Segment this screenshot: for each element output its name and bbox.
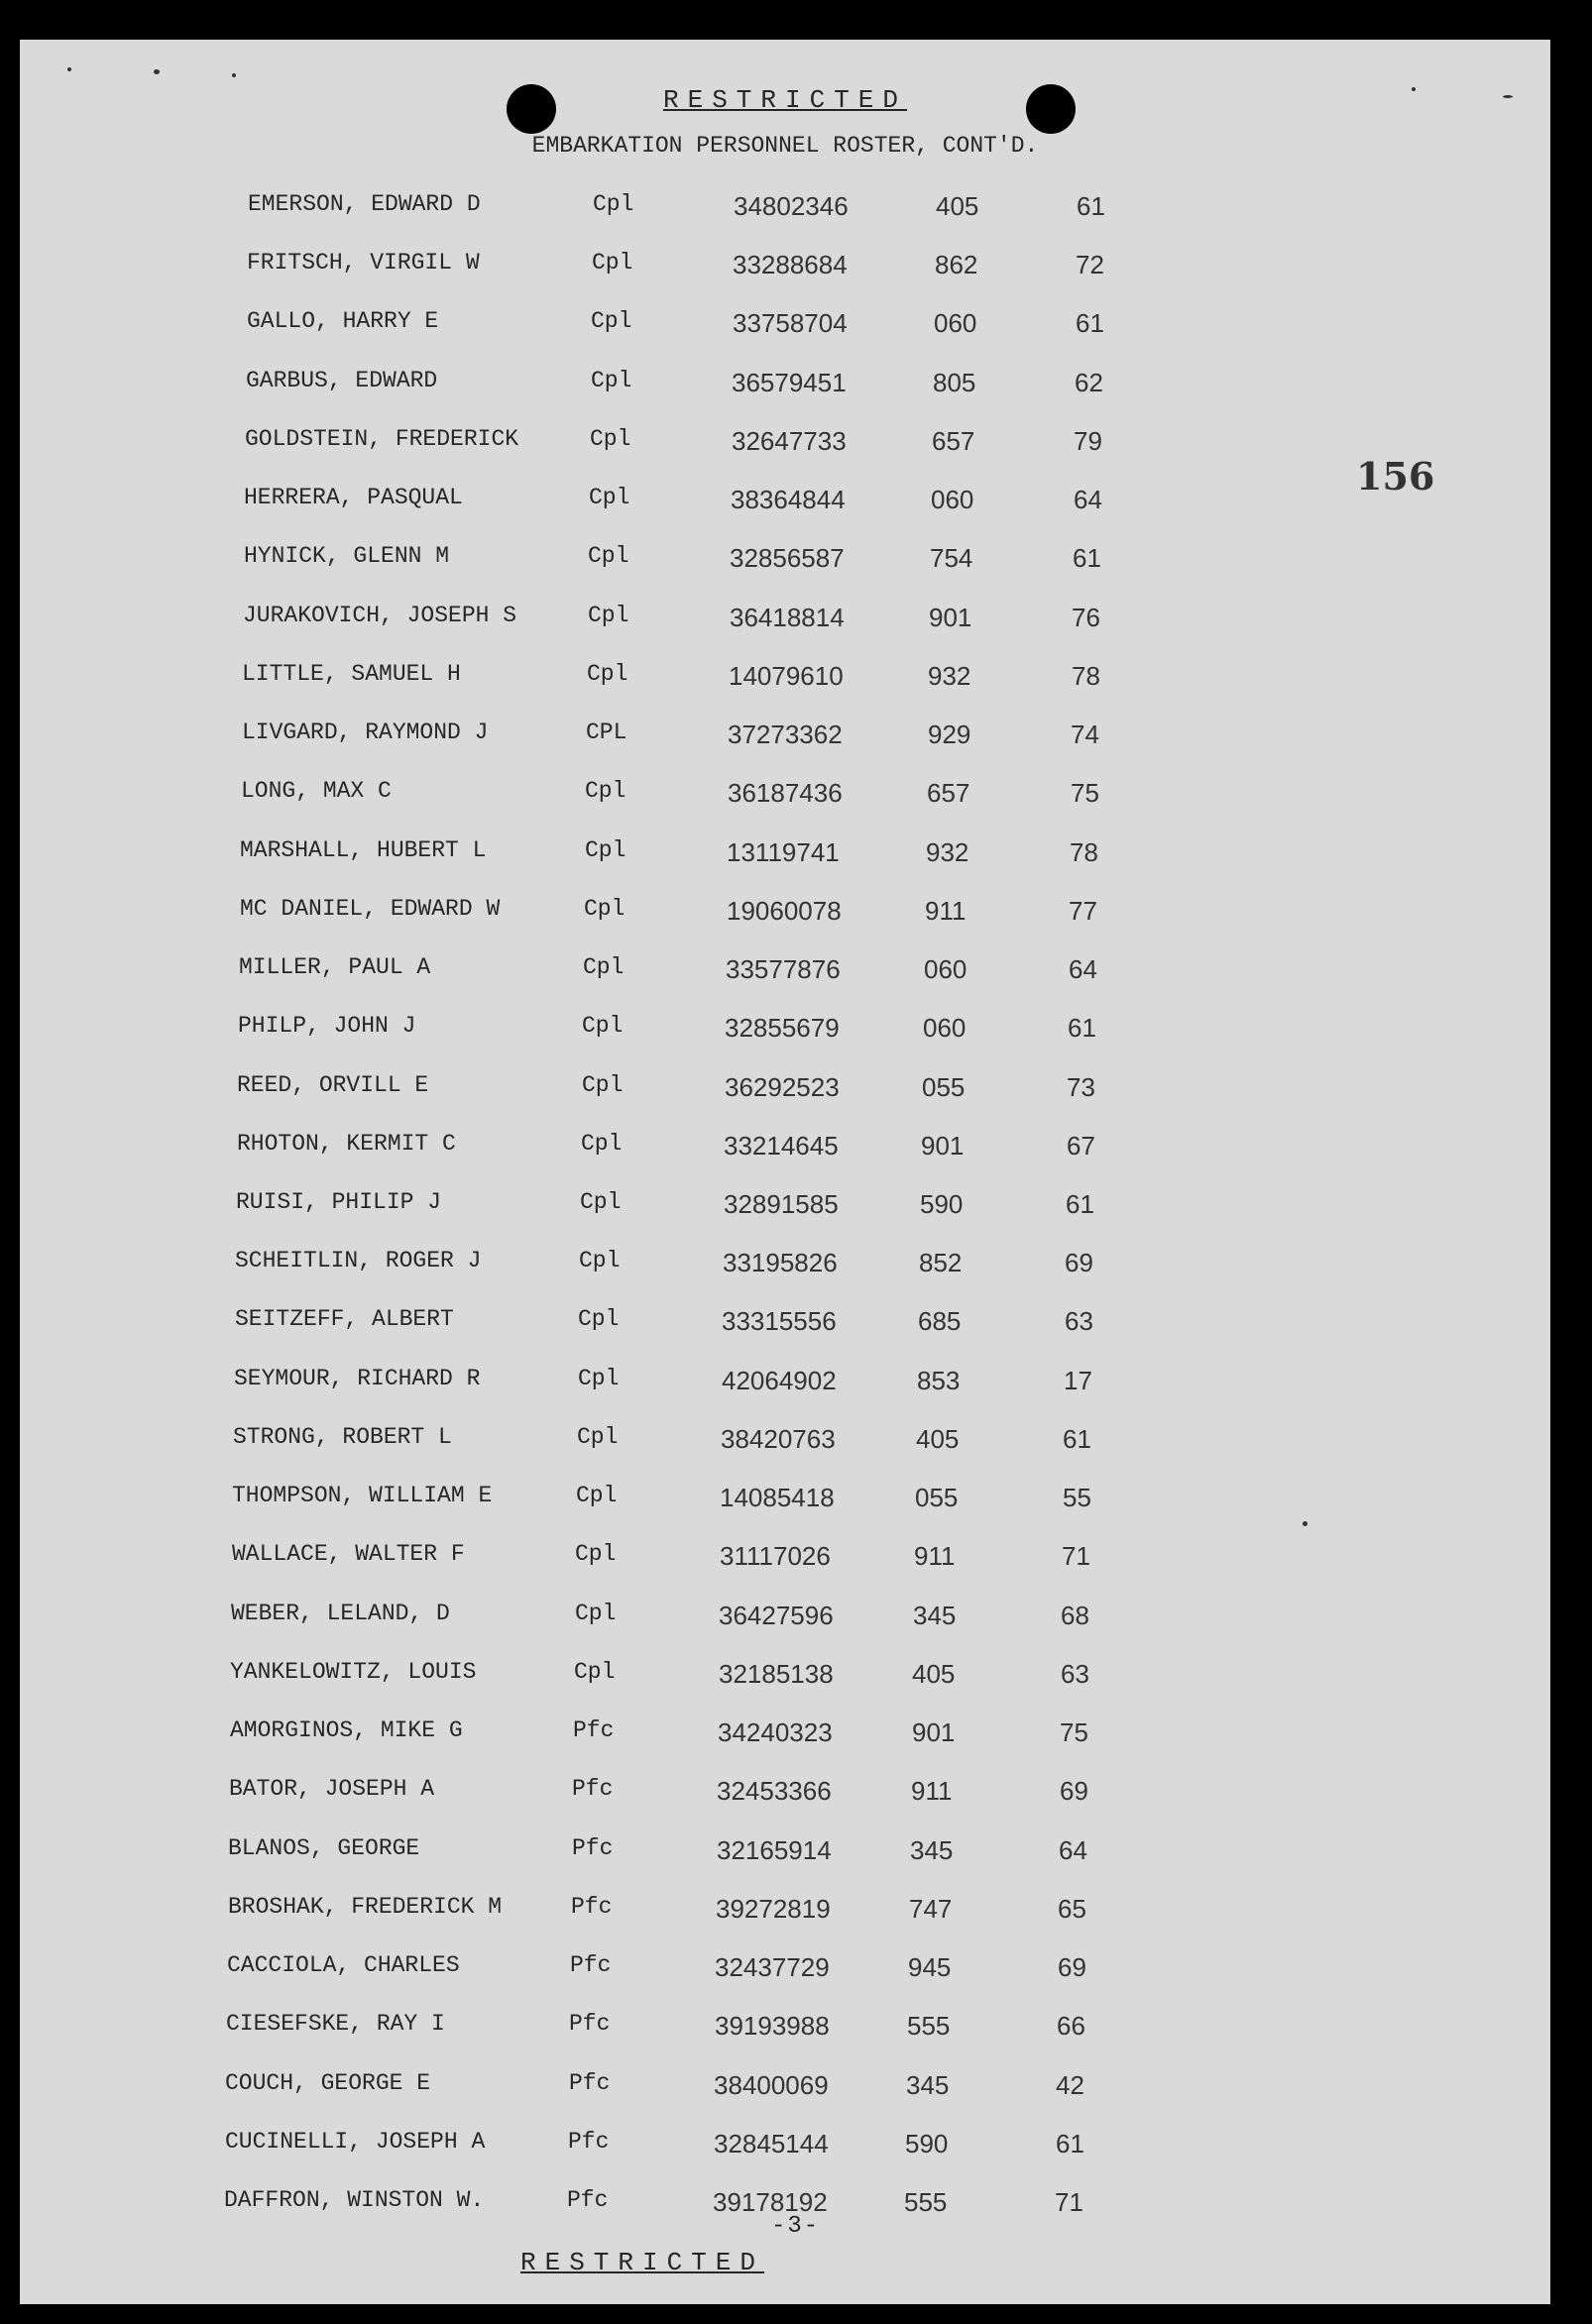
score-value: 72 [1076,250,1104,279]
serial-number: 42064902 [722,1366,837,1395]
roster-row [20,543,1550,583]
soldier-name: LONG, MAX C [241,778,392,804]
soldier-name: PHILP, JOHN J [238,1013,416,1039]
soldier-rank: Cpl [593,191,634,217]
score-value: 67 [1067,1131,1095,1161]
serial-number: 32855679 [725,1013,840,1043]
speck [154,69,160,74]
serial-number: 31117026 [720,1541,831,1571]
score-value: 78 [1072,661,1100,691]
score-value: 79 [1074,426,1102,456]
mos-code: 929 [928,719,971,749]
page-number: -3- [771,2213,821,2240]
serial-number: 39272819 [716,1894,831,1924]
serial-number: 34240323 [718,1717,833,1747]
score-value: 42 [1056,2070,1084,2100]
soldier-name: MC DANIEL, EDWARD W [240,896,501,922]
serial-number: 32437729 [715,1952,830,1982]
roster-row [20,1659,1550,1699]
soldier-rank: Pfc [569,2070,611,2096]
soldier-rank: Cpl [575,1601,617,1626]
mos-code: 747 [909,1894,953,1924]
mos-code: 852 [919,1248,963,1277]
mos-code: 590 [920,1189,964,1219]
mos-code: 901 [929,603,972,632]
score-value: 17 [1064,1366,1092,1395]
soldier-rank: Cpl [585,778,626,804]
roster-row [20,719,1550,759]
soldier-name: GOLDSTEIN, FREDERICK [245,426,519,452]
soldier-rank: Cpl [592,250,633,276]
soldier-rank: Cpl [591,368,632,393]
serial-number: 38420763 [721,1424,836,1454]
score-value: 61 [1056,2129,1084,2158]
serial-number: 32453366 [717,1776,832,1806]
roster-row [20,1306,1550,1346]
roster-row [20,1131,1550,1170]
serial-number: 34802346 [734,191,849,221]
roster-row [20,1189,1550,1229]
mos-code: 055 [915,1483,959,1512]
soldier-name: SEYMOUR, RICHARD R [234,1366,481,1391]
soldier-rank: Cpl [588,603,629,628]
soldier-rank: CPL [586,719,627,745]
mos-code: 060 [934,308,977,338]
roster-row [20,485,1550,524]
roster-row [20,1601,1550,1640]
serial-number: 39193988 [715,2011,830,2041]
soldier-rank: Cpl [581,1131,623,1157]
serial-number: 33195826 [723,1248,838,1277]
soldier-name: LITTLE, SAMUEL H [242,661,461,687]
mos-code: 911 [911,1776,953,1806]
soldier-rank: Cpl [576,1483,618,1508]
soldier-name: AMORGINOS, MIKE G [230,1717,463,1743]
mos-code: 932 [928,661,971,691]
soldier-name: REED, ORVILL E [237,1072,429,1098]
roster-row [20,2011,1550,2050]
roster-row [20,1952,1550,1992]
soldier-name: FRITSCH, VIRGIL W [247,250,480,276]
score-value: 66 [1057,2011,1085,2041]
serial-number: 38364844 [731,485,846,514]
roster-row [20,954,1550,994]
soldier-rank: Cpl [578,1366,620,1391]
speck [67,67,71,71]
serial-number: 33214645 [724,1131,839,1161]
mos-code: 345 [913,1601,957,1630]
soldier-name: SEITZEFF, ALBERT [235,1306,454,1332]
speck [232,73,236,77]
serial-number: 33315556 [722,1306,837,1336]
serial-number: 32856587 [730,543,845,573]
mos-code: 901 [912,1717,956,1747]
roster-row [20,1424,1550,1464]
roster-page [20,40,1550,2304]
score-value: 61 [1068,1013,1096,1043]
soldier-name: BROSHAK, FREDERICK M [228,1894,503,1920]
serial-number: 32845144 [714,2129,829,2158]
roster-row [20,1483,1550,1522]
soldier-name: DAFFRON, WINSTON W. [224,2187,485,2213]
roster-row [20,778,1550,818]
serial-number: 32891585 [724,1189,839,1219]
roster-row [20,1776,1550,1816]
soldier-name: BATOR, JOSEPH A [229,1776,435,1802]
serial-number: 36579451 [732,368,847,397]
soldier-name: GALLO, HARRY E [247,308,439,334]
score-value: 69 [1058,1952,1086,1982]
soldier-name: CACCIOLA, CHARLES [227,1952,460,1978]
score-value: 74 [1071,719,1099,749]
soldier-rank: Pfc [570,1952,612,1978]
soldier-rank: Pfc [573,1717,615,1743]
soldier-name: RHOTON, KERMIT C [237,1131,456,1157]
score-value: 61 [1076,308,1104,338]
mos-code: 555 [904,2187,948,2217]
mos-code: 060 [931,485,974,514]
serial-number: 13119741 [727,837,840,867]
score-value: 64 [1069,954,1097,984]
serial-number: 37273362 [728,719,843,749]
soldier-name: MILLER, PAUL A [239,954,431,980]
mos-code: 590 [905,2129,949,2158]
score-value: 64 [1074,485,1102,514]
roster-row [20,1835,1550,1875]
score-value: 62 [1075,368,1103,397]
soldier-name: BLANOS, GEORGE [228,1835,420,1861]
classification-footer: RESTRICTED [519,2248,765,2277]
mos-code: 901 [921,1131,965,1161]
classification-header: RESTRICTED [662,85,908,115]
soldier-name: HERRERA, PASQUAL [244,485,463,510]
soldier-rank: Pfc [572,1835,614,1861]
roster-row [20,2129,1550,2168]
roster-row [20,1366,1550,1405]
roster-row [20,1248,1550,1287]
serial-number: 32165914 [717,1835,832,1865]
serial-number: 14079610 [729,661,844,691]
mos-code: 685 [918,1306,962,1336]
mos-code: 754 [930,543,973,573]
soldier-rank: Pfc [571,1894,613,1920]
score-value: 71 [1055,2187,1083,2217]
score-value: 63 [1065,1306,1093,1336]
roster-row [20,250,1550,289]
serial-number: 32647733 [732,426,847,456]
mos-code: 805 [933,368,976,397]
soldier-rank: Cpl [579,1248,621,1273]
serial-number: 38400069 [714,2070,829,2100]
mos-code: 911 [925,896,967,926]
roster-row [20,191,1550,231]
soldier-rank: Cpl [588,543,629,569]
roster-row [20,308,1550,348]
soldier-rank: Cpl [589,485,630,510]
serial-number: 36418814 [730,603,845,632]
mos-code: 055 [922,1072,966,1102]
soldier-rank: Pfc [568,2129,610,2155]
soldier-rank: Pfc [567,2187,609,2213]
soldier-name: WALLACE, WALTER F [232,1541,465,1567]
soldier-name: CUCINELLI, JOSEPH A [225,2129,486,2155]
soldier-name: MARSHALL, HUBERT L [240,837,487,863]
mos-code: 405 [936,191,979,221]
score-value: 71 [1062,1541,1090,1571]
score-value: 55 [1063,1483,1091,1512]
mos-code: 945 [908,1952,952,1982]
soldier-rank: Cpl [591,308,632,334]
soldier-rank: Cpl [575,1541,617,1567]
mos-code: 060 [923,1013,967,1043]
mos-code: 853 [917,1366,961,1395]
soldier-name: YANKELOWITZ, LOUIS [230,1659,477,1685]
soldier-name: SCHEITLIN, ROGER J [235,1248,482,1273]
soldier-rank: Cpl [582,1013,624,1039]
mos-code: 932 [926,837,969,867]
score-value: 61 [1077,191,1105,221]
serial-number: 36292523 [725,1072,840,1102]
soldier-name: STRONG, ROBERT L [233,1424,452,1450]
score-value: 78 [1070,837,1098,867]
roster-row [20,837,1550,877]
soldier-rank: Cpl [577,1424,619,1450]
soldier-name: CIESEFSKE, RAY I [226,2011,445,2037]
score-value: 64 [1059,1835,1087,1865]
soldier-rank: Cpl [587,661,628,687]
roster-row [20,1717,1550,1757]
soldier-rank: Cpl [584,896,625,922]
soldier-name: LIVGARD, RAYMOND J [242,719,489,745]
roster-row [20,896,1550,936]
serial-number: 33577876 [726,954,841,984]
margin-stamp-number: 156 [1356,454,1435,498]
roster-row [20,1894,1550,1934]
roster-row [20,1072,1550,1112]
soldier-rank: Cpl [583,954,625,980]
score-value: 61 [1066,1189,1094,1219]
serial-number: 32185138 [719,1659,834,1689]
score-value: 69 [1065,1248,1093,1277]
roster-row [20,1541,1550,1581]
mos-code: 405 [912,1659,956,1689]
roster-row [20,1013,1550,1052]
soldier-rank: Cpl [590,426,631,452]
score-value: 63 [1061,1659,1089,1689]
serial-number: 33758704 [733,308,848,338]
score-value: 61 [1073,543,1101,573]
score-value: 69 [1060,1776,1088,1806]
score-value: 75 [1060,1717,1088,1747]
score-value: 73 [1067,1072,1095,1102]
roster-title: EMBARKATION PERSONNEL ROSTER, CONT'D. [531,133,1039,159]
mos-code: 657 [927,778,970,808]
soldier-name: THOMPSON, WILLIAM E [232,1483,493,1508]
roster-row [20,2070,1550,2110]
soldier-name: COUCH, GEORGE E [225,2070,431,2096]
serial-number: 33288684 [733,250,848,279]
mos-code: 345 [906,2070,950,2100]
score-value: 61 [1063,1424,1091,1454]
mos-code: 911 [914,1541,956,1571]
mos-code: 060 [924,954,967,984]
soldier-rank: Cpl [580,1189,622,1215]
score-value: 68 [1061,1601,1089,1630]
roster-row [20,426,1550,466]
mos-code: 862 [935,250,978,279]
soldier-name: EMERSON, EDWARD D [248,191,481,217]
soldier-name: WEBER, LELAND, D [231,1601,450,1626]
roster-row [20,661,1550,701]
soldier-name: GARBUS, EDWARD [246,368,438,393]
mos-code: 345 [910,1835,954,1865]
mos-code: 657 [932,426,975,456]
roster-row [20,603,1550,642]
serial-number: 19060078 [727,896,842,926]
soldier-rank: Cpl [585,837,626,863]
serial-number: 39178192 [713,2187,828,2217]
roster-row [20,368,1550,407]
serial-number: 36427596 [719,1601,834,1630]
mos-code: 405 [916,1424,960,1454]
score-value: 75 [1071,778,1099,808]
score-value: 77 [1069,896,1097,926]
mos-code: 555 [907,2011,951,2041]
soldier-name: JURAKOVICH, JOSEPH S [243,603,517,628]
soldier-name: HYNICK, GLENN M [244,543,450,569]
soldier-rank: Pfc [569,2011,611,2037]
serial-number: 14085418 [720,1483,835,1512]
soldier-rank: Cpl [582,1072,624,1098]
soldier-rank: Cpl [574,1659,616,1685]
serial-number: 36187436 [728,778,843,808]
soldier-rank: Cpl [578,1306,620,1332]
soldier-rank: Pfc [572,1776,614,1802]
score-value: 65 [1058,1894,1086,1924]
score-value: 76 [1072,603,1100,632]
soldier-name: RUISI, PHILIP J [236,1189,442,1215]
